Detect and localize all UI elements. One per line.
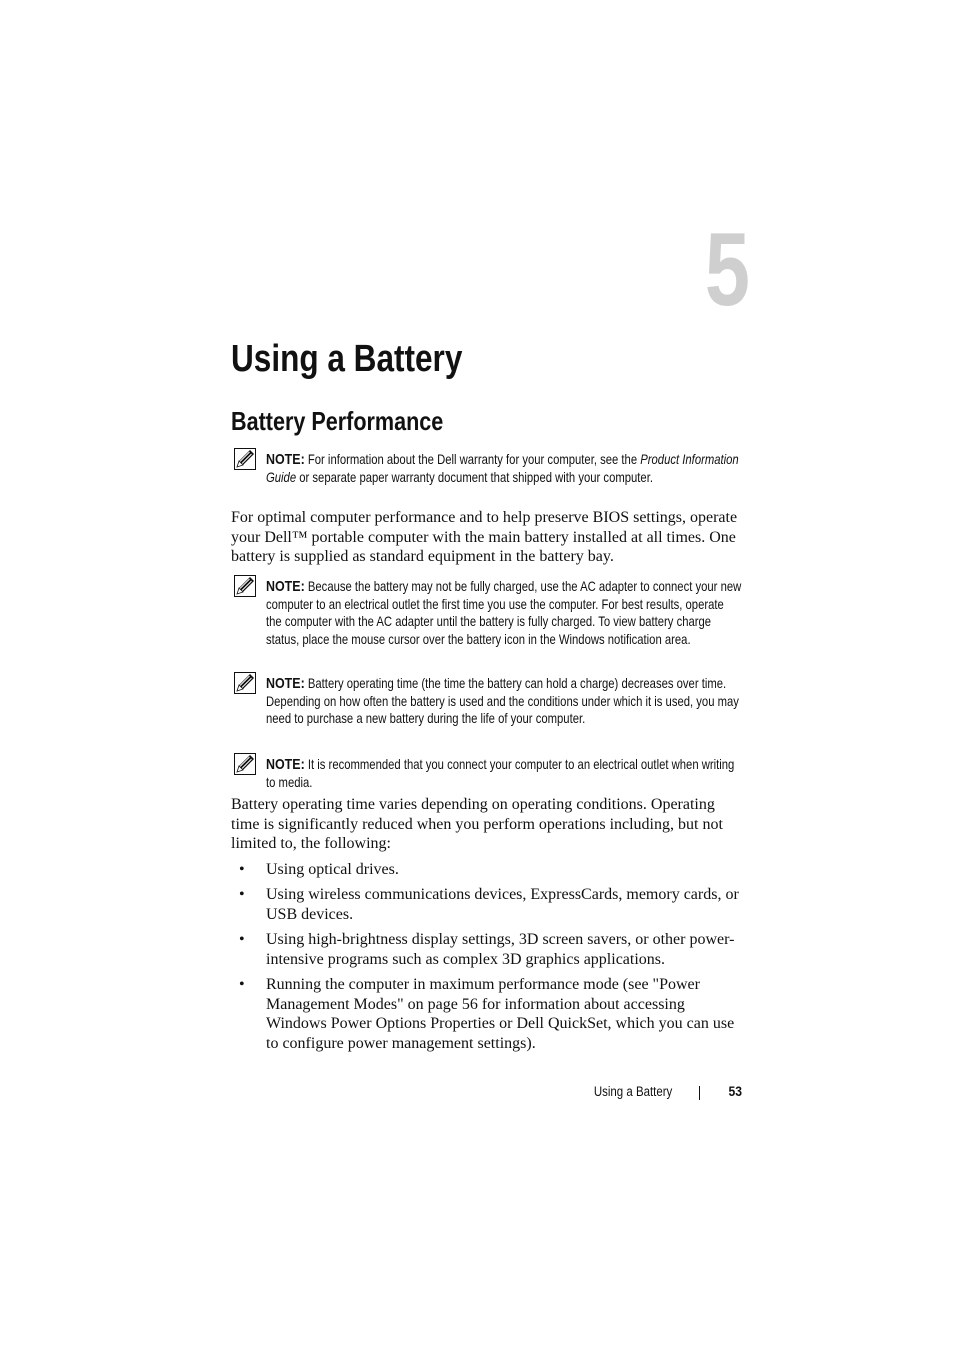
pencil-note-icon — [234, 448, 256, 470]
note-text-part: or separate paper warranty document that shipped with your computer. — [296, 469, 653, 485]
paragraph-bios: For optimal computer performance and to help preserve BIOS settings, operate your Dell™ portable computer with the main battery installed at all times. One battery is supplied as standard equipment in the battery bay. — [231, 509, 738, 566]
note-text-part: Because the battery may not be fully charged, use the AC adapter to connect your new computer to an electrical outlet the first time you use the computer. For best results, operate the computer with the AC adapter until the battery is fully charged. To view battery charge status, place the mouse cursor over the battery icon in the Windows notification area. — [266, 579, 742, 647]
page-number: 53 — [728, 1084, 742, 1099]
note-label: NOTE: — [266, 675, 305, 692]
bullet-dot: • — [239, 931, 245, 948]
bullet-dot: • — [239, 886, 245, 903]
note-text — [266, 451, 742, 486]
pencil-note-icon — [234, 672, 256, 694]
note-operating-time — [234, 675, 744, 728]
chapter-title: Using a Battery — [231, 338, 463, 380]
list-item-text: Running the computer in maximum performance mode (see "Power Management Modes" on page 56 for information about accessing Windows Power Options Properties or Dell QuickSet, which you can use to configure power management settings). — [266, 976, 735, 1052]
footer-separator — [699, 1086, 700, 1100]
note-text — [266, 675, 742, 728]
note-text-part: Battery operating time (the time the battery can hold a charge) decreases over time. Depending on how often the battery is used and the conditions under which it is used, you may need to purchase a new battery during the life of your computer. — [266, 676, 739, 727]
page-footer — [560, 1084, 742, 1102]
pencil-note-icon — [234, 575, 256, 597]
list-item — [231, 930, 746, 969]
note-warranty — [234, 451, 744, 486]
list-item-text: Using wireless communications devices, ExpressCards, memory cards, or USB devices. — [266, 886, 739, 923]
list-item-text: Using high-brightness display settings, 3D screen savers, or other power-intensive programs such as complex 3D graphics applications. — [266, 931, 735, 968]
note-label: NOTE: — [266, 756, 305, 773]
product-information-guide-title: Product Information Guide — [266, 452, 739, 485]
note-label: NOTE: — [266, 451, 305, 468]
note-text-part: It is recommended that you connect your computer to an electrical outlet when writing to media. — [266, 757, 735, 790]
note-text-part: For information about the Dell warranty for your computer, see the — [304, 452, 641, 467]
list-item-text: Using optical drives. — [266, 861, 399, 878]
note-text — [266, 578, 742, 648]
list-item — [231, 975, 746, 1053]
chapter-number: 5 — [704, 212, 750, 328]
note-label: NOTE: — [266, 578, 305, 595]
note-outlet — [234, 756, 744, 791]
note-charge — [234, 578, 744, 648]
section-title: Battery Performance — [231, 406, 444, 436]
list-item — [231, 860, 746, 880]
list-item — [231, 885, 746, 924]
pencil-note-icon — [234, 753, 256, 775]
bullet-dot: • — [239, 861, 245, 878]
paragraph-operating-time: Battery operating time varies depending on operating conditions. Operating time is significantly reduced when you perform operations including, but not limited to, the following: — [231, 796, 723, 853]
bullet-dot: • — [239, 976, 245, 993]
note-text — [266, 756, 742, 791]
footer-title: Using a Battery — [593, 1084, 672, 1099]
